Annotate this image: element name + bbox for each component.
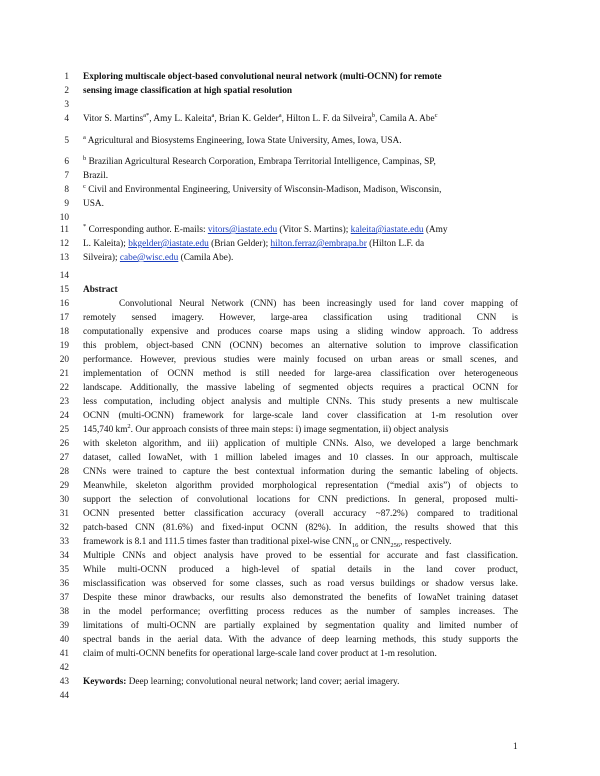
abstract-line: remotely sensed imagery. However, large-area classification using traditional CNN is	[83, 313, 518, 323]
line-number: 16	[59, 299, 69, 309]
abstract-line: claim of multi-OCNN benefits for operational large-scale land cover product at 1-m resolution.	[83, 649, 437, 659]
line-27	[0, 452, 600, 465]
line-36	[0, 578, 600, 591]
paper-title: Exploring multiscale object-based convolutional neural network (multi-OCNN) for remote	[83, 72, 442, 82]
abstract-heading: Abstract	[83, 285, 118, 295]
corresponding-author-cont2: Silveira); cabe@wisc.edu (Camila Abe).	[83, 253, 234, 263]
abstract-line: limitations of multi-OCNN are partially explained by segmentation quality and limited number of	[83, 621, 518, 631]
line-number: 11	[60, 225, 69, 235]
line-number: 29	[59, 481, 69, 491]
line-39	[0, 620, 600, 633]
author-list: Vitor S. Martins$^{a*}$, Amy L. Kaleita$^a$, Brian K. Gelder$^a$, Hilton L. F. da Silveira$^b$, Camila A. Abe$^c$	[83, 111, 438, 124]
line-number: 44	[59, 691, 69, 701]
line-20	[0, 354, 600, 367]
abstract-line: landscape. Additionally, the massive labeling of segmented objects requires a practical OCNN for	[83, 383, 518, 393]
abstract-line: Despite these minor drawbacks, our results also demonstrated the benefits of IowaNet training dataset	[83, 593, 518, 603]
line-number: 32	[59, 523, 69, 533]
line-16	[0, 298, 600, 311]
line-32	[0, 522, 600, 535]
line-number: 15	[59, 285, 69, 295]
line-number: 18	[59, 327, 69, 337]
line-24	[0, 410, 600, 423]
line-number: 26	[59, 439, 69, 449]
line-37	[0, 592, 600, 605]
line-14	[0, 270, 600, 283]
abstract-line: Multiple CNNs and object analysis have proved to be essential for accurate and fast classification.	[83, 551, 518, 561]
abstract-line: OCNN (multi-OCNN) framework for large-scale land cover classification at 1-m resolution over	[83, 411, 518, 421]
line-13	[0, 252, 600, 265]
line-number: 25	[59, 425, 69, 435]
email-link-silveira[interactable]: hilton.ferraz@embrapa.br	[270, 239, 367, 249]
line-25	[0, 424, 600, 437]
abstract-line: support the selection of convolutional locations for CNN predictions. In general, proposed multi-	[83, 495, 518, 505]
line-number: 30	[59, 495, 69, 505]
line-number: 31	[59, 509, 69, 519]
line-number: 3	[64, 100, 69, 110]
abstract-line: misclassification was observed for some classes, such as road versus buildings or shadow versus lake.	[83, 579, 518, 589]
line-number: 4	[64, 114, 69, 124]
corresponding-author-cont: L. Kaleita); bkgelder@iastate.edu (Brian Gelder); hilton.ferraz@embrapa.br (Hilton L.F. da	[83, 239, 425, 249]
line-number: 34	[59, 551, 69, 561]
line-42	[0, 662, 600, 675]
line-number: 36	[59, 579, 69, 589]
line-28	[0, 466, 600, 479]
abstract-line: CNNs were trained to capture the best contextual information during the semantic labeling of objects.	[83, 467, 518, 477]
line-number: 5	[64, 136, 69, 146]
line-number: 38	[59, 607, 69, 617]
abstract-line: Meanwhile, skeleton algorithm provided morphological representation (“medial axis”) of objects to	[83, 481, 518, 491]
line-number: 41	[59, 649, 69, 659]
email-link-abe[interactable]: cabe@wisc.edu	[119, 253, 179, 263]
line-2	[0, 85, 600, 98]
line-40	[0, 634, 600, 647]
affiliation-c-cont: USA.	[83, 199, 104, 209]
page-number: 1	[513, 742, 518, 752]
line-11	[0, 224, 600, 237]
line-number: 23	[59, 397, 69, 407]
line-number: 33	[59, 537, 69, 547]
line-29	[0, 480, 600, 493]
line-number: 21	[59, 369, 69, 379]
affiliation-a: $^a$ Agricultural and Biosystems Engineering, Iowa State University, Ames, Iowa, USA.	[83, 133, 402, 146]
line-number: 2	[64, 86, 69, 96]
abstract-line: 145,740 $km^2$. Our approach consists of three main steps: i) image segmentation, ii) object analysis	[83, 422, 449, 435]
abstract-line: framework is 8.1 and 111.5 times faster than traditional pixel-wise $CNN_{16}$ or $CNN_{256}$, respectively.	[83, 537, 452, 549]
line-number: 28	[59, 467, 69, 477]
line-43	[0, 676, 600, 689]
line-number: 24	[59, 411, 69, 421]
email-link-kaleita[interactable]: kaleita@iastate.edu	[350, 225, 424, 235]
line-number: 27	[59, 453, 69, 463]
email-link-martins[interactable]: vitors@iastate.edu	[207, 225, 278, 235]
line-12	[0, 238, 600, 251]
line-38	[0, 606, 600, 619]
affiliation-b-cont: Brazil.	[83, 171, 109, 181]
abstract-line: OCNN presented better classification accuracy (overall accuracy ~87.2%) compared to traditional	[83, 509, 518, 519]
line-30	[0, 494, 600, 507]
abstract-line: implementation of OCNN method is still needed for large-area classification over heterogeneous	[83, 369, 518, 379]
line-34	[0, 550, 600, 563]
line-33	[0, 536, 600, 549]
line-8	[0, 184, 600, 197]
line-number: 6	[64, 157, 69, 167]
line-35	[0, 564, 600, 577]
line-number: 1	[64, 72, 69, 82]
abstract-line: computationally expensive and produces coarse maps using a sliding window approach. To address	[83, 327, 518, 337]
line-number: 7	[64, 171, 69, 181]
line-number: 9	[64, 199, 69, 209]
abstract-line: in the model performance; overfitting process reduces as the number of samples increases. The	[83, 607, 518, 617]
line-21	[0, 368, 600, 381]
line-number: 17	[59, 313, 69, 323]
line-number: 12	[59, 239, 69, 249]
line-number: 13	[59, 253, 69, 263]
line-41	[0, 648, 600, 661]
line-18	[0, 326, 600, 339]
line-number: 39	[59, 621, 69, 631]
abstract-line: patch-based CNN (81.6%) and fixed-input OCNN (82%). In addition, the results showed that this	[83, 523, 518, 533]
email-link-gelder[interactable]: bkgelder@iastate.edu	[128, 239, 209, 249]
line-19	[0, 340, 600, 353]
line-9	[0, 198, 600, 211]
line-number: 43	[59, 677, 69, 687]
line-number: 37	[59, 593, 69, 603]
affiliation-b: $^b$ Brazilian Agricultural Research Corporation, Embrapa Territorial Intelligence, Campinas, SP,	[83, 154, 436, 167]
line-number: 22	[59, 383, 69, 393]
line-31	[0, 508, 600, 521]
line-3	[0, 99, 600, 112]
line-7	[0, 170, 600, 183]
line-6	[0, 156, 600, 169]
abstract-line: this problem, object-based CNN (OCNN) becomes an alternative solution to improve classification	[83, 341, 518, 351]
abstract-line: Convolutional Neural Network (CNN) has been increasingly used for land cover mapping of	[119, 299, 518, 309]
line-number: 40	[59, 635, 69, 645]
line-15	[0, 284, 600, 297]
abstract-line: While multi-OCNN produced a high-level of spatial details in the land cover product,	[83, 565, 518, 575]
keywords: Keywords: Deep learning; convolutional neural network; land cover; aerial imagery.	[83, 677, 400, 687]
corresponding-author: * Corresponding author. E-mails: vitors@iastate.edu (Vitor S. Martins); kaleita@iastate.edu (Amy	[83, 222, 448, 235]
line-4	[0, 113, 600, 126]
line-number: 10	[59, 213, 69, 223]
abstract-line: spectral bands in the aerial data. With the advance of deep learning methods, this study supports the	[83, 635, 518, 645]
abstract-line: dataset, called IowaNet, with 1 million labeled images and 10 classes. In our approach, multiscale	[83, 453, 518, 463]
abstract-line: less computation, including object analysis and multiple CNNs. This study presents a new multiscale	[83, 397, 518, 407]
affiliation-c: $^c$ Civil and Environmental Engineering, University of Wisconsin-Madison, Madison, Wisconsin,	[83, 182, 442, 195]
line-17	[0, 312, 600, 325]
abstract-line: with skeleton algorithm, and iii) application of multiple CNNs. Also, we developed a large benchmark	[83, 439, 518, 449]
line-1	[0, 71, 600, 84]
line-5	[0, 135, 600, 148]
line-23	[0, 396, 600, 409]
line-number: 19	[59, 341, 69, 351]
line-44	[0, 690, 600, 703]
line-number: 8	[64, 185, 69, 195]
paper-title-cont: sensing image classification at high spatial resolution	[83, 86, 293, 96]
line-26	[0, 438, 600, 451]
line-number: 14	[59, 271, 69, 281]
line-number: 42	[59, 663, 69, 673]
line-22	[0, 382, 600, 395]
line-number: 20	[59, 355, 69, 365]
abstract-line: performance. However, previous studies were mainly focused on urban areas or small scenes, and	[83, 355, 518, 365]
line-number: 35	[59, 565, 69, 575]
